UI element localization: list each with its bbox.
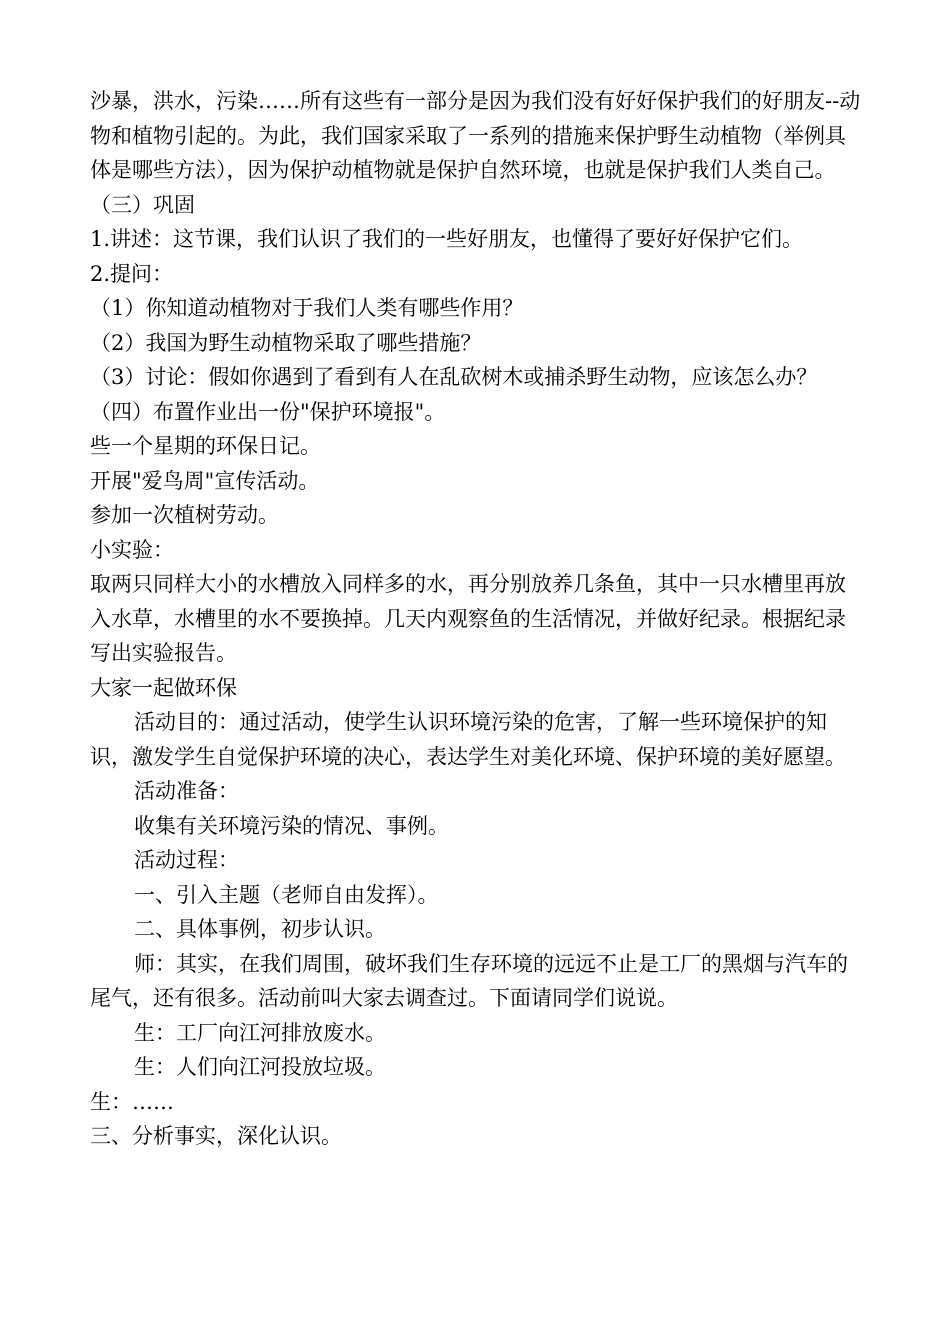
section-heading-consolidate: （三）巩固 (90, 192, 195, 217)
homework-item-planting: 参加一次植树劳动。 (90, 503, 279, 527)
document-page (90, 84, 865, 1154)
activity-purpose: 活动目的：通过活动，使学生认识环境污染的危害，了解一些环境保护的知识，激发学生自觉保护环境的决心，表达学生对美化环境、保护环境的美好愿望。 (90, 710, 846, 769)
question-item-2: （2）我国为野生动植物采取了哪些措施？ (90, 330, 482, 355)
activity-title: 大家一起做环保 (90, 675, 237, 700)
student-dialogue-3: 生：…… (90, 1089, 174, 1114)
teacher-dialogue: 师：其实，在我们周围，破坏我们生存环境的远远不止是工厂的黑烟与汽车的尾气，还有很多。活动前叫大家去调查过。下面请同学们说说。 (90, 951, 848, 1010)
process-step-3: 三、分析事实，深化认识。 (90, 1124, 342, 1148)
homework-item-bird-week: 开展"爱鸟周"宣传活动。 (90, 468, 320, 493)
process-step-2: 二、具体事例，初步认识。 (134, 917, 386, 941)
student-dialogue-2: 生：人们向江河投放垃圾。 (134, 1055, 386, 1079)
section-heading-homework: （四）布置作业出一份"保护环境报"。 (90, 399, 446, 424)
activity-preparation-label: 活动准备： (134, 779, 239, 803)
experiment-description: 取两只同样大小的水槽放入同样多的水，再分别放养几条鱼，其中一只水槽里再放入水草，水槽里的水不要换掉。几天内观察鱼的生活情况，并做好纪录。根据纪录写出实验报告。 (90, 572, 846, 665)
paragraph-intro: 沙暴，洪水，污染……所有这些有一部分是因为我们没有好好保护我们的好朋友--动物和植物引起的。为此，我们国家采取了一系列的措施来保护野生动植物（举例具体是哪些方法），因为保护动植物就是保护自然环境，也就是保护我们人类自己。 (90, 89, 861, 182)
paragraph-questions-label: 2.提问： (90, 261, 174, 286)
activity-process-label: 活动过程： (134, 848, 239, 872)
process-step-1: 一、引入主题（老师自由发挥）。 (134, 882, 439, 907)
experiment-heading: 小实验： (90, 537, 174, 562)
question-item-3: （3）讨论：假如你遇到了看到有人在乱砍树木或捕杀野生动物，应该怎么办？ (90, 365, 818, 389)
paragraph-narration: 1.讲述：这节课，我们认识了我们的一些好朋友，也懂得了要好好保护它们。 (90, 227, 804, 251)
homework-item-diary: 些一个星期的环保日记。 (90, 434, 321, 458)
student-dialogue-1: 生：工厂向江河排放废水。 (134, 1020, 386, 1045)
activity-preparation-text: 收集有关环境污染的情况、事例。 (134, 813, 449, 838)
question-item-1: （1）你知道动植物对于我们人类有哪些作用？ (90, 296, 524, 320)
